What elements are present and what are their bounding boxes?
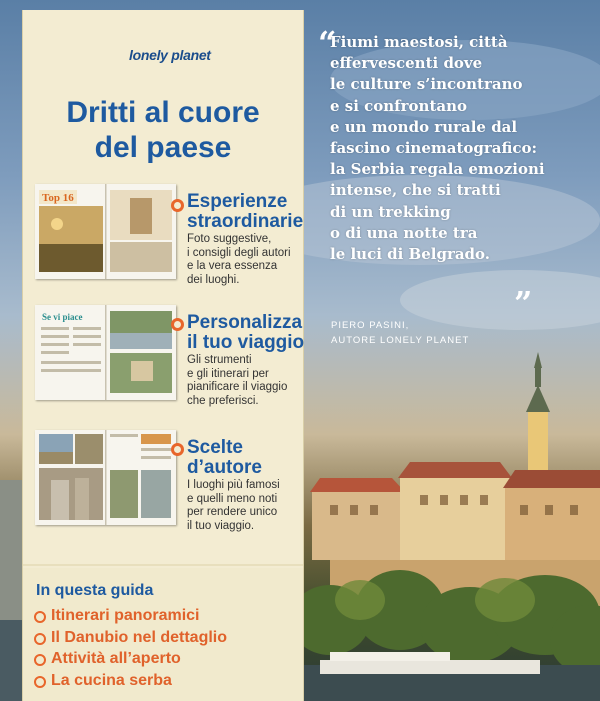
- thumb-label-top16: Top 16: [42, 192, 74, 204]
- book-spread-thumbnail-scelte: [35, 430, 176, 525]
- circle-bullet-icon: [34, 676, 46, 688]
- desc-line: per rendere unico: [187, 506, 278, 518]
- feature-title: [187, 192, 305, 232]
- open-quote-mark: “: [318, 24, 337, 62]
- guide-features-panel: [22, 10, 304, 701]
- feature-bullet-icon: [171, 443, 184, 456]
- feature-description: [187, 354, 305, 408]
- desc-line: e quelli meno noti: [187, 492, 278, 505]
- quote-line: e un mondo rurale dal: [330, 117, 518, 136]
- feature-title: [187, 313, 305, 353]
- desc-line: Gli strumenti: [187, 354, 252, 366]
- feature-title-line-1: Personalizza: [187, 312, 303, 333]
- quote-attribution: [331, 318, 469, 348]
- author-name: PIERO PASINI,: [331, 320, 410, 331]
- quote-line: di un trekking: [330, 202, 451, 221]
- feature-title-line-2: straordinarie: [187, 211, 304, 232]
- guide-item: [34, 650, 227, 672]
- feature-bullet-icon: [171, 318, 184, 331]
- guide-item: [34, 672, 227, 694]
- guide-items-list: [34, 607, 227, 693]
- desc-line: e gli itinerari per: [187, 367, 269, 380]
- quote-line: effervescenti dove: [330, 54, 483, 73]
- feature-bullet-icon: [171, 199, 184, 212]
- author-role: AUTORE LONELY PLANET: [331, 335, 470, 346]
- feature-title-line-2: il tuo viaggio: [187, 332, 305, 353]
- book-spread-thumbnail-se-vi-piace: [35, 305, 176, 400]
- guide-item-label: La cucina serba: [51, 671, 172, 689]
- feature-title-line-1: Scelte: [187, 437, 243, 458]
- headline-line-1: Dritti al cuore: [66, 96, 260, 129]
- desc-line: I luoghi più famosi: [187, 479, 280, 491]
- circle-bullet-icon: [34, 611, 46, 623]
- quote-line: le luci di Belgrado.: [330, 245, 491, 264]
- quote-line: Fiumi maestosi, città: [330, 33, 508, 51]
- thumb-label-se-vi-piace: Se vi piace: [42, 312, 83, 322]
- quote-line: la Serbia regala emozioni: [330, 160, 545, 179]
- panel-top-section: [23, 10, 303, 566]
- guide-item-label: Itinerari panoramici: [51, 607, 200, 624]
- desc-line: i consigli degli autori: [187, 246, 291, 259]
- panel-headline: [23, 95, 303, 165]
- feature-title-line-2: d’autore: [187, 457, 262, 478]
- quote-line: o di una notte tra: [330, 223, 478, 242]
- circle-bullet-icon: [34, 633, 46, 645]
- desc-line: e la vera essenza: [187, 260, 278, 272]
- guide-item-label: Il Danubio nel dettaglio: [51, 628, 227, 646]
- feature-title: [187, 438, 305, 478]
- guide-section-title: In questa guida: [36, 582, 154, 599]
- desc-line: il tuo viaggio.: [187, 519, 255, 532]
- feature-title-line-1: Esperienze: [187, 191, 288, 212]
- desc-line: pianificare il viaggio: [187, 381, 288, 393]
- quote-line: e si confrontano: [330, 96, 467, 115]
- headline-line-2: del paese: [94, 131, 232, 164]
- guide-item: [34, 629, 227, 651]
- book-spread-thumbnail-top16: [35, 184, 176, 279]
- circle-bullet-icon: [34, 654, 46, 666]
- feature-description: [187, 479, 305, 533]
- quote-line: fascino cinematografico:: [330, 139, 538, 158]
- lonely-planet-logo: lonely planet: [129, 47, 211, 63]
- desc-line: dei luoghi.: [187, 273, 240, 286]
- desc-line: che preferisci.: [187, 394, 259, 407]
- close-quote-mark: ”: [514, 284, 533, 322]
- quote-line: le culture s’incontrano: [330, 75, 523, 94]
- feature-description: [187, 233, 305, 287]
- guide-item: [34, 607, 227, 629]
- pull-quote: [330, 32, 595, 265]
- quote-line: intense, che si tratti: [330, 181, 501, 200]
- book-spread-image: [35, 430, 176, 525]
- guide-item-label: Attività all’aperto: [51, 650, 181, 667]
- desc-line: Foto suggestive,: [187, 233, 272, 245]
